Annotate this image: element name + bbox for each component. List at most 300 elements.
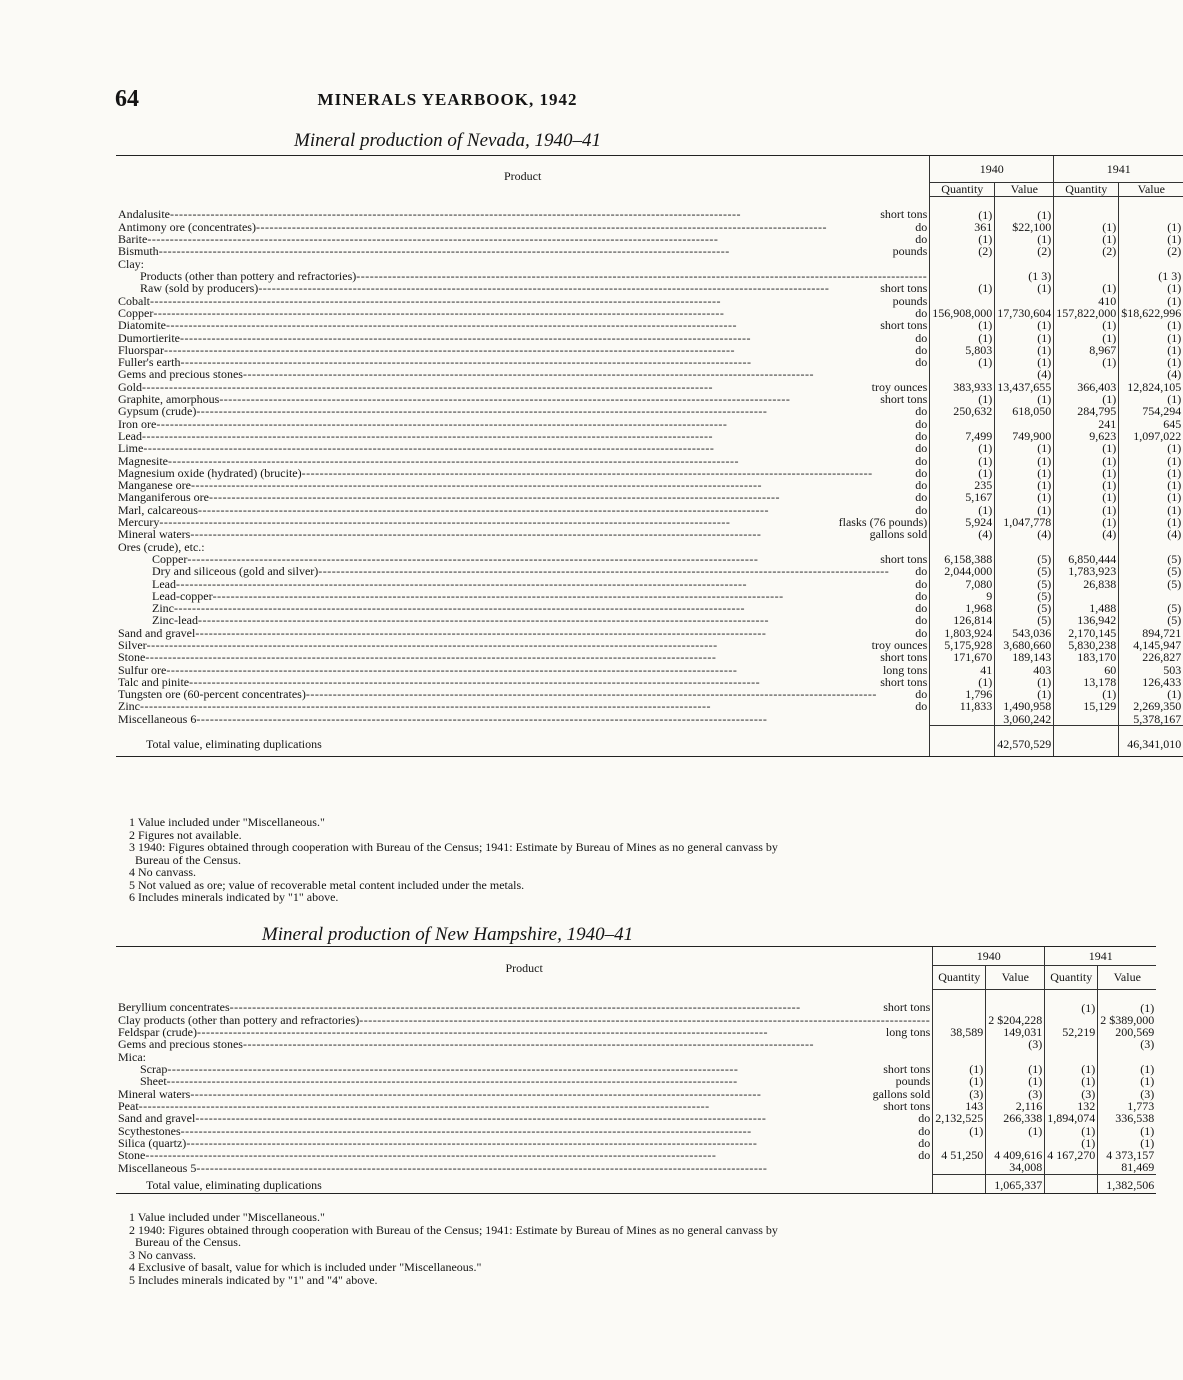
quantity-1941-cell: (1) bbox=[1054, 332, 1119, 344]
footnote: 1 Value included under "Miscellaneous." bbox=[129, 1210, 325, 1224]
quantity-1940-cell: 5,803 bbox=[930, 344, 995, 356]
quantity-1940-cell: (1) bbox=[930, 467, 995, 479]
footnote: 6 Includes minerals indicated by "1" above. bbox=[129, 890, 339, 904]
value-1941-cell: (1) bbox=[1098, 1137, 1157, 1149]
value-1941-cell: 126,433 bbox=[1119, 676, 1183, 688]
product-label bbox=[118, 1001, 930, 1013]
unit-label: do bbox=[915, 687, 928, 702]
unit-label: do bbox=[915, 441, 928, 456]
new-hampshire-table-caption: Mineral production of New Hampshire, 1940–41 bbox=[261, 924, 634, 945]
value-1940-cell: 543,036 bbox=[995, 627, 1054, 639]
quantity-1940-cell: 1,796 bbox=[930, 688, 995, 700]
value-1940-cell: (1) bbox=[995, 479, 1054, 491]
quantity-1941-cell: (1) bbox=[1054, 455, 1119, 467]
total-quantity-1940-cell bbox=[930, 726, 995, 757]
leader-dots bbox=[190, 528, 869, 540]
quantity-1941-cell: (1) bbox=[1054, 516, 1119, 528]
value-1940-cell: 17,730,604 bbox=[995, 307, 1054, 319]
value-1940-cell: 3,060,242 bbox=[995, 713, 1054, 726]
quantity-1940-header: Quantity bbox=[933, 966, 986, 989]
quantity-1941-cell: 1,894,074 bbox=[1045, 1112, 1098, 1124]
product-name: Miscellaneous 5 bbox=[118, 1160, 197, 1175]
quantity-1941-cell: 410 bbox=[1054, 295, 1119, 307]
value-1941-cell: (1) bbox=[1119, 479, 1183, 491]
quantity-1940-cell: 361 bbox=[930, 221, 995, 233]
product-label bbox=[118, 368, 927, 380]
quantity-1941-cell: 284,795 bbox=[1054, 405, 1119, 417]
unit-label: short tons bbox=[880, 551, 928, 566]
unit-label: do bbox=[915, 465, 928, 480]
leader-dots bbox=[143, 442, 915, 454]
unit-label: long tons bbox=[885, 1025, 931, 1040]
quantity-1941-cell: 60 bbox=[1054, 664, 1119, 676]
quantity-1940-cell: 4 51,250 bbox=[933, 1149, 986, 1161]
quantity-1941-cell: (1) bbox=[1045, 1137, 1098, 1149]
quantity-1941-cell: 15,129 bbox=[1054, 700, 1119, 712]
quantity-1940-cell: 156,908,000 bbox=[930, 307, 995, 319]
product-name: Gold bbox=[118, 379, 142, 394]
year-1941-header: 1941 bbox=[1054, 156, 1183, 183]
quantity-1940-cell: (1) bbox=[930, 356, 995, 368]
leader-dots bbox=[181, 1125, 919, 1137]
product-label bbox=[152, 565, 927, 577]
value-1940-cell: (3) bbox=[986, 1038, 1045, 1050]
value-1941-cell: (5) bbox=[1119, 614, 1183, 626]
value-1940-cell: (5) bbox=[995, 565, 1054, 577]
product-name: Zinc bbox=[118, 699, 140, 714]
leader-dots bbox=[145, 1149, 918, 1161]
year-1941-header: 1941 bbox=[1045, 947, 1157, 966]
table-row bbox=[116, 1149, 1156, 1161]
product-cell bbox=[116, 528, 930, 540]
value-1941-cell: $18,622,996 bbox=[1119, 307, 1183, 319]
product-label bbox=[118, 1038, 930, 1050]
value-1941-cell: (5) bbox=[1119, 565, 1183, 577]
table-row bbox=[116, 1075, 1156, 1087]
footnote: 5 Not valued as ore; value of recoverable metal content included under the metals. bbox=[129, 877, 525, 892]
product-name: Miscellaneous 6 bbox=[118, 712, 197, 727]
leader-dots bbox=[166, 319, 880, 331]
product-name: Lead bbox=[118, 428, 142, 443]
value-1941-cell: (1) bbox=[1119, 455, 1183, 467]
value-1941-cell: (5) bbox=[1119, 602, 1183, 614]
product-cell bbox=[116, 1149, 933, 1161]
quantity-1940-cell: 2,132,525 bbox=[933, 1112, 986, 1124]
quantity-1941-cell: 1,488 bbox=[1054, 602, 1119, 614]
quantity-1940-cell: 1,968 bbox=[930, 602, 995, 614]
unit-label: do bbox=[915, 601, 928, 616]
quantity-1941-cell: 136,942 bbox=[1054, 614, 1119, 626]
value-1940-cell: (1) bbox=[995, 455, 1054, 467]
value-1941-cell: (1) bbox=[1119, 332, 1183, 344]
quantity-1940-cell: 5,175,928 bbox=[930, 639, 995, 651]
value-1941-cell: (5) bbox=[1119, 578, 1183, 590]
value-1940-cell: (1) bbox=[995, 393, 1054, 405]
product-label bbox=[118, 442, 927, 454]
quantity-1941-cell: (1) bbox=[1054, 356, 1119, 368]
product-name: Dumortierite bbox=[118, 330, 180, 345]
quantity-1940-cell: 1,803,924 bbox=[930, 627, 995, 639]
product-cell bbox=[116, 1161, 933, 1174]
product-name: Magnesium oxide (hydrated) (brucite) bbox=[118, 465, 302, 480]
quantity-1940-cell: (2) bbox=[930, 245, 995, 257]
value-1940-cell: 2,116 bbox=[986, 1100, 1045, 1112]
product-cell bbox=[116, 565, 930, 577]
product-name: Iron ore bbox=[118, 416, 157, 431]
product-name: Copper bbox=[152, 551, 188, 566]
leader-dots bbox=[170, 208, 880, 220]
leader-dots bbox=[196, 713, 927, 725]
product-name: Stone bbox=[118, 1148, 146, 1163]
product-name: Magnesite bbox=[118, 453, 168, 468]
leader-dots bbox=[168, 455, 915, 467]
value-1941-cell: 2 $389,000 bbox=[1098, 1014, 1157, 1026]
value-1941-cell: (1) bbox=[1119, 516, 1183, 528]
value-1940-cell: (1) bbox=[995, 319, 1054, 331]
quantity-1940-cell bbox=[933, 1038, 986, 1050]
total-quantity-1941-cell bbox=[1054, 726, 1119, 757]
table-row bbox=[116, 614, 1183, 626]
unit-label: do bbox=[918, 1148, 931, 1163]
table-row bbox=[116, 455, 1183, 467]
footnote: 1 Value included under "Miscellaneous." bbox=[129, 815, 325, 829]
product-label bbox=[118, 455, 927, 467]
unit-label: troy ounces bbox=[871, 637, 928, 652]
product-name: Manganese ore bbox=[118, 478, 191, 493]
year-1940-header: 1940 bbox=[933, 947, 1045, 966]
value-1940-cell bbox=[986, 989, 1045, 1014]
value-1941-cell: 754,294 bbox=[1119, 405, 1183, 417]
value-1941-cell: (1) bbox=[1119, 221, 1183, 233]
value-1940-header: Value bbox=[995, 183, 1054, 196]
quantity-1941-cell: 4 167,270 bbox=[1045, 1149, 1098, 1161]
product-name: Scythestones bbox=[118, 1123, 181, 1138]
unit-label: short tons bbox=[880, 674, 928, 689]
value-1941-cell: (1) bbox=[1098, 1075, 1157, 1087]
footnote: 2 1940: Figures obtained through cooperation with Bureau of the Census; 1941: Estimate by Bureau of Mines as no general canvass by Bureau of the Census. bbox=[129, 1222, 778, 1249]
quantity-1941-cell: 183,170 bbox=[1054, 651, 1119, 663]
value-1941-cell: 503 bbox=[1119, 664, 1183, 676]
value-1941-cell: 1,097,022 bbox=[1119, 430, 1183, 442]
unit-label: flasks (76 pounds) bbox=[838, 515, 928, 530]
product-label bbox=[118, 651, 927, 663]
value-1941-cell: 200,569 bbox=[1098, 1026, 1157, 1038]
product-column-header: Product bbox=[116, 156, 930, 197]
unit-label: do bbox=[915, 564, 928, 579]
quantity-1941-cell: (1) bbox=[1054, 393, 1119, 405]
unit-label: pounds bbox=[892, 244, 928, 259]
leader-dots bbox=[198, 614, 915, 626]
product-name: Mica: bbox=[118, 1049, 146, 1064]
value-1940-cell: (5) bbox=[995, 578, 1054, 590]
value-1941-cell: (1) bbox=[1098, 1063, 1157, 1075]
quantity-1940-cell: (1) bbox=[933, 1063, 986, 1075]
unit-label: gallons sold bbox=[869, 527, 928, 542]
value-1940-cell: (1) bbox=[986, 1063, 1045, 1075]
table-row bbox=[116, 196, 1183, 221]
quantity-1940-cell bbox=[933, 1161, 986, 1174]
value-1941-cell: 5,378,167 bbox=[1119, 713, 1183, 726]
quantity-1940-cell: (1) bbox=[933, 1125, 986, 1137]
quantity-1941-cell bbox=[1054, 368, 1119, 380]
product-cell bbox=[116, 245, 930, 257]
quantity-1941-cell: (1) bbox=[1054, 504, 1119, 516]
leader-dots bbox=[258, 282, 880, 294]
quantity-1941-cell: 2,170,145 bbox=[1054, 627, 1119, 639]
product-cell bbox=[116, 368, 930, 380]
product-cell bbox=[116, 989, 933, 1014]
unit-label: short tons bbox=[883, 1000, 931, 1015]
product-cell bbox=[116, 405, 930, 417]
value-1940-cell: 3,680,660 bbox=[995, 639, 1054, 651]
value-1940-cell: 1,047,778 bbox=[995, 516, 1054, 528]
leader-dots bbox=[140, 700, 915, 712]
page-number: 64 bbox=[115, 86, 139, 112]
value-1941-cell: (1) bbox=[1119, 344, 1183, 356]
leader-dots bbox=[209, 491, 915, 503]
unit-label: short tons bbox=[880, 281, 928, 296]
value-1940-cell: 403 bbox=[995, 664, 1054, 676]
product-name: Mineral waters bbox=[118, 1086, 191, 1101]
quantity-1941-cell bbox=[1054, 196, 1119, 221]
quantity-1940-cell bbox=[930, 713, 995, 726]
product-cell bbox=[116, 332, 930, 344]
value-1941-cell: (1) bbox=[1119, 504, 1183, 516]
value-1940-cell: (1) bbox=[995, 676, 1054, 688]
table-row bbox=[116, 245, 1183, 257]
product-name: Sand and gravel bbox=[118, 625, 196, 640]
value-1940-cell: 2 $204,228 bbox=[986, 1014, 1045, 1026]
quantity-1941-cell: (2) bbox=[1054, 245, 1119, 257]
product-column-header: Product bbox=[116, 947, 933, 990]
unit-label: gallons sold bbox=[872, 1086, 931, 1101]
value-1940-cell: (1) bbox=[995, 196, 1054, 221]
value-1941-cell: 4 373,157 bbox=[1098, 1149, 1157, 1161]
product-label bbox=[118, 713, 927, 725]
quantity-1940-cell: 38,589 bbox=[933, 1026, 986, 1038]
footnote: 2 Figures not available. bbox=[129, 827, 242, 842]
product-cell bbox=[116, 1125, 933, 1137]
new-hampshire-footnotes bbox=[115, 1211, 783, 1286]
product-cell bbox=[116, 319, 930, 331]
quantity-1940-cell: (3) bbox=[933, 1088, 986, 1100]
product-label bbox=[152, 578, 927, 590]
quantity-1941-cell: (1) bbox=[1045, 989, 1098, 1014]
table-row bbox=[116, 578, 1183, 590]
quantity-1941-cell: (1) bbox=[1054, 479, 1119, 491]
quantity-1940-cell: 235 bbox=[930, 479, 995, 491]
product-name: Barite bbox=[118, 232, 148, 247]
table-row bbox=[116, 651, 1183, 663]
quantity-1941-cell: (1) bbox=[1054, 282, 1119, 294]
product-name: Tungsten ore (60-percent concentrates) bbox=[118, 687, 306, 702]
product-label bbox=[118, 405, 927, 417]
quantity-1941-cell: (3) bbox=[1045, 1088, 1098, 1100]
quantity-1941-cell: 366,403 bbox=[1054, 381, 1119, 393]
product-name: Silver bbox=[118, 637, 147, 652]
value-1941-cell: (1) bbox=[1119, 688, 1183, 700]
product-name: Gypsum (crude) bbox=[118, 404, 197, 419]
quantity-1940-header: Quantity bbox=[930, 183, 995, 196]
product-name: Zinc-lead bbox=[152, 613, 198, 628]
product-cell bbox=[116, 196, 930, 221]
quantity-1941-cell: (1) bbox=[1045, 1063, 1098, 1075]
unit-label: do bbox=[915, 416, 928, 431]
value-1940-cell: (5) bbox=[995, 590, 1054, 602]
product-label bbox=[152, 614, 927, 626]
unit-label: do bbox=[915, 478, 928, 493]
product-label bbox=[118, 1149, 930, 1161]
product-cell bbox=[116, 442, 930, 454]
value-1941-cell: (1) bbox=[1119, 467, 1183, 479]
table-row bbox=[116, 528, 1183, 540]
quantity-1941-cell: 13,178 bbox=[1054, 676, 1119, 688]
product-cell bbox=[116, 1038, 933, 1050]
product-name: Antimony ore (concentrates) bbox=[118, 219, 256, 234]
quantity-1941-cell: (1) bbox=[1054, 688, 1119, 700]
quantity-1940-cell bbox=[930, 258, 995, 270]
value-1940-cell: 189,143 bbox=[995, 651, 1054, 663]
product-label bbox=[118, 208, 927, 220]
unit-label: do bbox=[915, 330, 928, 345]
footnote: 3 1940: Figures obtained through cooperation with Bureau of the Census; 1941: Estimate by Bureau of Mines as no general canvass by Bureau of the Census. bbox=[129, 840, 778, 867]
leader-dots bbox=[176, 578, 915, 590]
value-1941-cell: 4,145,947 bbox=[1119, 639, 1183, 651]
value-1941-cell: (1) bbox=[1119, 442, 1183, 454]
value-1940-cell: (1 3) bbox=[995, 270, 1054, 282]
unit-label: do bbox=[915, 490, 928, 505]
product-name: Copper bbox=[118, 305, 154, 320]
value-1941-cell: (1) bbox=[1119, 491, 1183, 503]
product-name: Sheet bbox=[140, 1074, 167, 1089]
total-row bbox=[116, 1174, 1156, 1193]
value-1940-cell: 1,490,958 bbox=[995, 700, 1054, 712]
product-cell bbox=[116, 614, 930, 626]
quantity-1941-cell bbox=[1045, 1161, 1098, 1174]
quantity-1940-cell: 126,814 bbox=[930, 614, 995, 626]
unit-label: do bbox=[915, 305, 928, 320]
footnote: 4 No canvass. bbox=[129, 865, 196, 879]
year-1940-header: 1940 bbox=[930, 156, 1054, 183]
total-value-1941-cell: 1,382,506 bbox=[1098, 1174, 1157, 1193]
unit-label: do bbox=[918, 1135, 931, 1150]
unit-label: do bbox=[915, 613, 928, 628]
value-1940-cell: $22,100 bbox=[995, 221, 1054, 233]
quantity-1940-cell: 11,833 bbox=[930, 700, 995, 712]
value-1941-cell: (1) bbox=[1119, 282, 1183, 294]
quantity-1940-cell: 143 bbox=[933, 1100, 986, 1112]
quantity-1941-cell: (1) bbox=[1045, 1125, 1098, 1137]
value-1940-cell: 749,900 bbox=[995, 430, 1054, 442]
unit-label: do bbox=[918, 1111, 931, 1126]
product-name: Lime bbox=[118, 441, 144, 456]
quantity-1940-cell: 5,924 bbox=[930, 516, 995, 528]
quantity-1940-cell: 2,044,000 bbox=[930, 565, 995, 577]
quantity-1940-cell: (1) bbox=[930, 319, 995, 331]
quantity-1940-cell: (1) bbox=[930, 676, 995, 688]
footnote: 5 Includes minerals indicated by "1" and "4" above. bbox=[129, 1272, 378, 1287]
table-row bbox=[116, 1038, 1156, 1050]
new-hampshire-production-table bbox=[116, 946, 1156, 1194]
value-1941-cell: (3) bbox=[1098, 1088, 1157, 1100]
quantity-1940-cell: 383,933 bbox=[930, 381, 995, 393]
quantity-1941-cell bbox=[1054, 713, 1119, 726]
value-1940-cell: (1) bbox=[995, 467, 1054, 479]
nevada-footnotes bbox=[115, 816, 783, 904]
quantity-1941-cell: 5,830,238 bbox=[1054, 639, 1119, 651]
table-row bbox=[116, 1161, 1156, 1174]
value-1941-cell: (1) bbox=[1119, 393, 1183, 405]
product-name: Andalusite bbox=[118, 207, 170, 222]
product-name: Lead bbox=[152, 576, 176, 591]
running-title: MINERALS YEARBOOK, 1942 bbox=[317, 90, 578, 109]
unit-label: do bbox=[915, 625, 928, 640]
value-1941-cell: 894,721 bbox=[1119, 627, 1183, 639]
leader-dots bbox=[243, 368, 927, 380]
value-1940-cell: (1) bbox=[995, 344, 1054, 356]
table-row bbox=[116, 332, 1183, 344]
total-quantity-1940-cell bbox=[933, 1174, 986, 1193]
quantity-1940-cell: (1) bbox=[930, 196, 995, 221]
value-1941-cell: (1) bbox=[1098, 989, 1157, 1014]
value-1941-cell: 226,827 bbox=[1119, 651, 1183, 663]
product-name: Lead-copper bbox=[152, 588, 213, 603]
unit-label: do bbox=[915, 219, 928, 234]
value-1941-cell: 2,269,350 bbox=[1119, 700, 1183, 712]
product-label bbox=[118, 1125, 930, 1137]
value-1941-cell: (1) bbox=[1119, 356, 1183, 368]
quantity-1940-cell: 5,167 bbox=[930, 491, 995, 503]
product-name: Zinc bbox=[152, 601, 174, 616]
quantity-1940-cell: 41 bbox=[930, 664, 995, 676]
value-1941-cell: 645 bbox=[1119, 418, 1183, 430]
quantity-1940-cell: (1) bbox=[930, 442, 995, 454]
page-header bbox=[115, 86, 780, 114]
unit-label: do bbox=[915, 342, 928, 357]
value-1941-cell: 336,538 bbox=[1098, 1112, 1157, 1124]
value-1941-cell: (4) bbox=[1119, 368, 1183, 380]
unit-label: short tons bbox=[883, 1098, 931, 1113]
table-row bbox=[116, 319, 1183, 331]
quantity-1941-cell bbox=[1054, 258, 1119, 270]
product-name: Peat bbox=[118, 1098, 139, 1113]
product-label bbox=[118, 1162, 930, 1174]
value-1940-cell: (1) bbox=[986, 1075, 1045, 1087]
value-1940-cell: (4) bbox=[995, 528, 1054, 540]
value-1941-cell: (1) bbox=[1098, 1125, 1157, 1137]
unit-label: do bbox=[915, 588, 928, 603]
value-1941-header: Value bbox=[1098, 966, 1157, 989]
table-row bbox=[116, 442, 1183, 454]
value-1940-cell: (1) bbox=[995, 282, 1054, 294]
table-row bbox=[116, 1112, 1156, 1124]
quantity-1941-cell: (1) bbox=[1054, 491, 1119, 503]
product-name: Clay: bbox=[118, 256, 144, 271]
product-name: Silica (quartz) bbox=[118, 1135, 187, 1150]
unit-label: short tons bbox=[880, 207, 928, 222]
quantity-1941-cell bbox=[1045, 1038, 1098, 1050]
quantity-1941-cell: (1) bbox=[1054, 233, 1119, 245]
unit-label: do bbox=[915, 502, 928, 517]
quantity-1940-cell bbox=[933, 989, 986, 1014]
total-value-1941-cell: 46,341,010 bbox=[1119, 726, 1183, 757]
product-label bbox=[118, 491, 927, 503]
product-name: Ores (crude), etc.: bbox=[118, 539, 205, 554]
value-1940-cell: (5) bbox=[995, 553, 1054, 565]
value-1941-cell bbox=[1119, 196, 1183, 221]
leader-dots bbox=[230, 1001, 884, 1013]
product-name: Graphite, amorphous bbox=[118, 392, 220, 407]
